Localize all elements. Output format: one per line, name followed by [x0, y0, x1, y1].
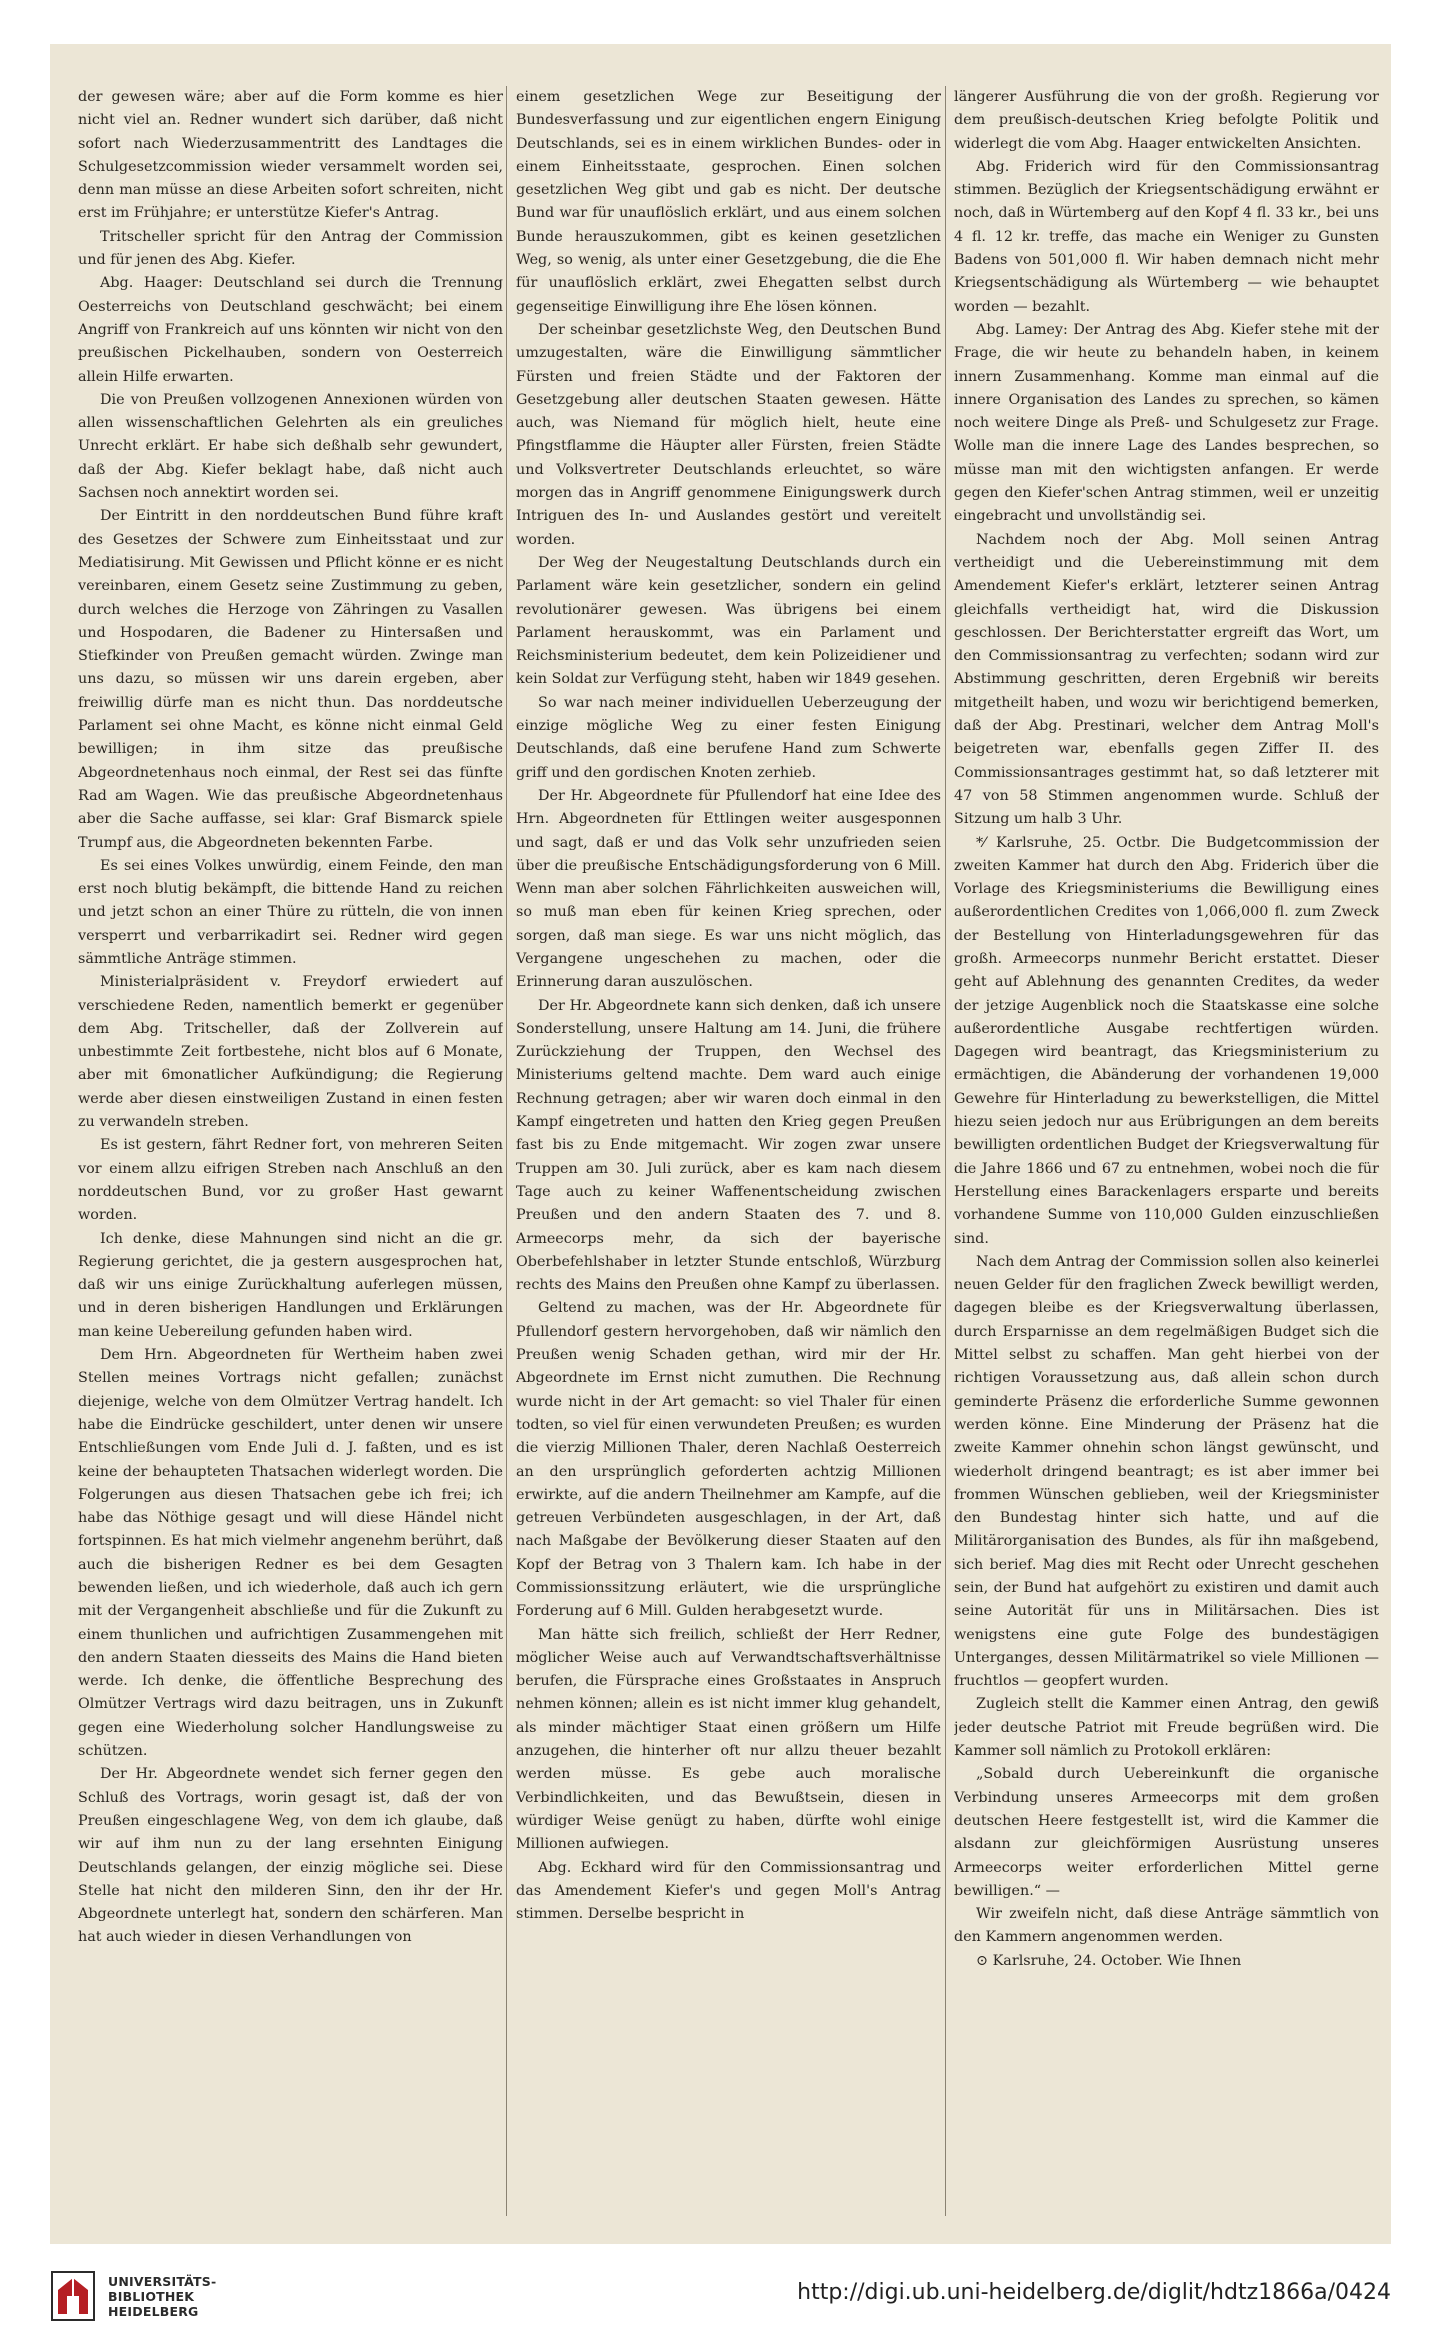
paragraph: *⁄ Karlsruhe, 25. Octbr. Die Budgetcommission der zweiten Kammer hat durch den Abg. Friderich über die Vorlage des Kriegsministeriums die Bewilligung eines außerordentlichen Credites von 1,066,000 fl. zum Zweck der Bestellung von Hinterladungsgewehren für das großh. Armeecorps nunmehr Bericht erstattet. Dieser geht auf Ablehnung des genannten Credites, da weder der jetzige Augenblick noch die Staatskasse eine solche außerordentliche Ausgabe rechtfertigen würden. Dagegen wird beantragt, das Kriegsministerium zu ermächtigen, die Abänderung der vorhandenen 19,000 Gewehre für Hinterladung zu bewerkstelligen, die Mittel hiezu seien jedoch nur aus Erübrigungen an dem bereits bewilligten ordentlichen Budget der Kriegsverwaltung für die Jahre 1866 und 67 zu entnehmen, wobei noch die für Herstellung eines Barackenlagers ersparte und bereits vorhandene Summe von 110,000 Gulden einzuschließen sind.: [954, 834, 1379, 1247]
text-column-3: [954, 86, 1379, 2216]
paragraph: Wir zweifeln nicht, daß diese Anträge sämmtlich von den Kammern angenommen werden.: [954, 1906, 1379, 1946]
library-name-line: BIBLIOTHEK: [108, 2288, 195, 2304]
source-url[interactable]: http://digi.ub.uni-heidelberg.de/diglit/hdtz1866a/0424: [797, 2280, 1391, 2305]
paragraph: Geltend zu machen, was der Hr. Abgeordnete für Pfullendorf gestern hervorgehoben, daß wir nämlich den Preußen wenig Schaden gethan, wird mir der Hr. Abgeordnete im Ernst nicht zumuthen. Die Rechnung wurde nicht in der Art gemacht: so viel Thaler für einen todten, so viel für einen verwundeten Preußen; es wurden die vierzig Millionen Thaler, deren Nachlaß Oesterreich an den ursprünglich geforderten achtzig Millionen erwirkte, auf die andern Theilnehmer am Kampfe, auf die getreuen Verbündeten ausgeschlagen, in der Art, daß nach Maßgabe der Bevölkerung dieser Staaten auf den Kopf der Betrag von 3 Thalern kam. Ich habe in der Commissionssitzung erläutert, wie die ursprüngliche Forderung auf 6 Mill. Gulden herabgesetzt wurde.: [516, 1300, 941, 1620]
text-column-1: [78, 86, 503, 2216]
library-name-line: UNIVERSITÄTS-: [108, 2273, 217, 2289]
paragraph: Die von Preußen vollzogenen Annexionen würden von allen wissenschaftlichen Gelehrten als ein greuliches Unrecht erklärt. Er habe sich deßhalb sehr gewundert, daß der Abg. Kiefer beklagt habe, daß nicht auch Sachsen noch annektirt worden sei.: [78, 391, 503, 502]
paragraph: Abg. Lamey: Der Antrag des Abg. Kiefer stehe mit der Frage, die wir heute zu behandeln haben, in keinem innern Zusammenhang. Komme man einmal auf die innere Organisation des Landes zu sprechen, so kämen noch weitere Dinge als Preß- und Schulgesetz zur Frage. Wolle man die innere Lage des Landes besprechen, so müsse man mit den wichtigsten anfangen. Er werde gegen den Kiefer'schen Antrag stimmen, weil er unzeitig eingebracht und unvollständig sei.: [954, 321, 1379, 525]
paragraph: Man hätte sich freilich, schließt der Herr Redner, möglicher Weise auch auf Verwandtschaftsverhältnisse berufen, die Fürsprache eines Großstaates in Anspruch nehmen können; allein es ist nicht immer klug gehandelt, als minder mächtiger Staat einen größern um Hilfe anzugehen, die hinterher oft nur allzu theuer bezahlt werden müsse. Es gebe auch moralische Verbindlichkeiten, und das Bewußtsein, diesen in würdiger Weise genügt zu haben, dürfte wohl einige Millionen aufwiegen.: [516, 1626, 941, 1853]
paragraph: Der Eintritt in den norddeutschen Bund führe kraft des Gesetzes der Schwere zum Einheitsstaat und zur Mediatisirung. Mit Gewissen und Pflicht könne er es nicht vereinbaren, einem Gesetz seine Zustimmung zu geben, durch welches die Herzoge von Zähringen zu Vasallen und Hospodaren, die Badener zu Hintersaßen und Stiefkinder von Preußen gemacht würden. Zwinge man uns dazu, so müssen wir uns darein ergeben, aber freiwillig dürfe man es nicht thun. Das norddeutsche Parlament sei ohne Macht, es könne nicht einmal Geld bewilligen; in ihm sitze das preußische Abgeordnetenhaus noch einmal, der Rest sei das fünfte Rad am Wagen. Wie das preußische Abgeordnetenhaus aber die Sache auffasse, sei klar: Graf Bismarck spiele Trumpf aus, die Abgeordneten bekennten Farbe.: [78, 508, 503, 851]
paragraph: einem gesetzlichen Wege zur Beseitigung der Bundesverfassung und zur eigentlichen engern Einigung Deutschlands, sei es in einem wirklichen Bundes- oder in einem Einheitsstaate, gesprochen. Einen solchen gesetzlichen Weg gibt und gab es nicht. Der deutsche Bund war für unauflöslich erklärt, und aus einem solchen Bunde herauszukommen, gibt es keinen gesetzlichen Weg, so wenig, als unter einer Gesetzgebung, die die Ehe für unauflöslich erklärt, zwei Ehegatten selbst durch gegenseitige Einwilligung ihre Ehe lösen können.: [516, 89, 941, 315]
paragraph: Abg. Eckhard wird für den Commissionsantrag und das Amendement Kiefer's und gegen Moll's Antrag stimmen. Derselbe bespricht in: [516, 1859, 941, 1923]
column-divider: [506, 86, 507, 2216]
university-seal-icon: [50, 2270, 96, 2322]
paragraph: Nach dem Antrag der Commission sollen also keinerlei neuen Gelder für den fraglichen Zweck bewilligt werden, dagegen bleibe es der Kriegsverwaltung überlassen, durch Ersparnisse an dem regelmäßigen Budget sich die Mittel selbst zu schaffen. Man geht hierbei von der richtigen Voraussetzung aus, daß allein schon durch geminderte Präsenz die erforderliche Summe gewonnen werden könne. Eine Minderung der Präsenz hat die zweite Kammer ohnehin schon längst gewünscht, und wiederholt dringend beantragt; es ist aber immer bei frommen Wünschen geblieben, weil der Kriegsminister den Bundestag hinter sich hatte, und auf die Militärorganisation des Bundes, als für ihn maßgebend, sich berief. Mag dies mit Recht oder Unrecht geschehen sein, der Bund hat aufgehört zu existiren und damit auch seine Autorität für uns in Militärsachen. Dies ist wenigstens eine gute Folge des bundestägigen Unterganges, dessen Militärmatrikel so viele Millionen — fruchtlos — geopfert wurden.: [954, 1253, 1379, 1690]
newspaper-page: [50, 44, 1391, 2244]
paragraph: der gewesen wäre; aber auf die Form komme es hier nicht viel an. Redner wundert sich darüber, daß nicht sofort nach Wiederzusammentritt des Landtages die Schulgesetzcommission wieder versammelt worden sei, denn man müsse an diese Arbeiten sofort schreiten, nicht erst im Frühjahre; er unterstütze Kiefer's Antrag.: [78, 89, 503, 222]
paragraph: Der Weg der Neugestaltung Deutschlands durch ein Parlament wäre kein gesetzlicher, sondern ein gelind revolutionärer gewesen. Was übrigens bei einem Parlament herauskommt, was ein Parlament und Reichsministerium bedeutet, dem kein Polizeidiener und kein Soldat zur Verfügung steht, haben wir 1849 gesehen.: [516, 554, 941, 688]
paragraph: Ministerialpräsident v. Freydorf erwiedert auf verschiedene Reden, namentlich bemerkt er gegenüber dem Abg. Tritscheller, daß der Zollverein auf unbestimmte Zeit fortbestehe, nicht blos auf 6 Monate, aber mit 6monatlicher Aufkündigung; die Regierung werde aber diesen einstweiligen Zustand in einen festen zu verwandeln streben.: [78, 974, 503, 1131]
paragraph: Der scheinbar gesetzlichste Weg, den Deutschen Bund umzugestalten, wäre die Einwilligung sämmtlicher Fürsten und freien Städte und der Faktoren der Gesetzgebung aller deutschen Staaten gewesen. Hätte auch, was Niemand für möglich hielt, heute eine Pfingstflamme die Häupter aller Fürsten, freien Städte und Volksvertreter Deutschlands erleuchtet, so wäre morgen das in Angriff genommene Einigungswerk durch Intriguen des In- und Auslandes gestört und vereitelt worden.: [516, 321, 941, 548]
paragraph: Dem Hrn. Abgeordneten für Wertheim haben zwei Stellen meines Vortrags nicht gefallen; zunächst diejenige, welche von dem Olmützer Vertrag handelt. Ich habe die Eindrücke geschildert, unter denen wir unsere Entschließungen vom Ende Juli d. J. faßten, und es ist keine der behaupteten Thatsachen widerlegt worden. Die Folgerungen aus diesen Thatsachen gebe ich frei; ich habe das Nöthige gesagt und will diese Händel nicht fortspinnen. Es hat mich vielmehr angenehm berührt, daß auch die bisherigen Redner es bei dem Gesagten bewenden ließen, und ich wiederhole, daß auch ich gern mit der Vergangenheit abschließe und für die Zukunft zu einem thunlichen und aufrichtigen Zusammengehen mit den andern Staaten diesseits des Mains die Hand bieten werde. Ich denke, die öffentliche Besprechung des Olmützer Vertrags wird dazu beitragen, uns in Zukunft gegen eine Wiederholung solcher Handlungsweise zu schützen.: [78, 1347, 503, 1760]
library-logo[interactable]: [50, 2270, 216, 2322]
footer-bar: [0, 2244, 1441, 2350]
paragraph: Es sei eines Volkes unwürdig, einem Feinde, den man erst noch blutig bekämpft, die bittende Hand zu reichen und jetzt schon an einer Thüre zu rütteln, die von innen versperrt und verbarrikadirt sei. Redner wird gegen sämmtliche Anträge stimmen.: [78, 857, 503, 967]
paragraph: ⊙ Karlsruhe, 24. October. Wie Ihnen: [976, 1952, 1242, 1969]
column-divider: [945, 86, 946, 2216]
paragraph: Tritscheller spricht für den Antrag der Commission und für jenen des Abg. Kiefer.: [78, 228, 503, 269]
paragraph: Abg. Friderich wird für den Commissionsantrag stimmen. Bezüglich der Kriegsentschädigung erwähnt er noch, daß in Würtemberg auf den Kopf 4 fl. 33 kr., bei uns 4 fl. 12 kr. treffe, das mache ein Weniger zu Gunsten Badens von 501,000 fl. Wir haben demnach nicht mehr Kriegsentschädigung als Würtemberg — wie behauptet worden — bezahlt.: [954, 158, 1379, 315]
text-column-2: [516, 86, 941, 2216]
library-name: [108, 2274, 216, 2319]
paragraph: Ich denke, diese Mahnungen sind nicht an die gr. Regierung gerichtet, die ja gestern ausgesprochen hat, daß wir uns einige Zurückhaltung auferlegen müssen, und in deren bisherigen Handlungen und Erklärungen man keine Uebereilung gefunden haben wird.: [78, 1230, 503, 1340]
paragraph: Zugleich stellt die Kammer einen Antrag, den gewiß jeder deutsche Patriot mit Freude begrüßen wird. Die Kammer soll nämlich zu Protokoll erklären:: [954, 1696, 1379, 1760]
paragraph: Nachdem noch der Abg. Moll seinen Antrag vertheidigt und die Uebereinstimmung mit dem Amendement Kiefer's erklärt, letzterer seinen Antrag gleichfalls vertheidigt hat, wird die Diskussion geschlossen. Der Berichterstatter ergreift das Wort, um den Commissionsantrag zu verfechten; sodann wird zur Abstimmung geschritten, deren Ergebniß wir bereits mitgetheilt haben, und wozu wir berichtigend bemerken, daß der Abg. Prestinari, welcher dem Antrag Moll's beigetreten war, ebenfalls gegen Ziffer II. des Commissionsantrages gestimmt hat, so daß letzterer mit 47 von 58 Stimmen angenommen wurde. Schluß der Sitzung um halb 3 Uhr.: [954, 531, 1379, 828]
paragraph: Der Hr. Abgeordnete kann sich denken, daß ich unsere Sonderstellung, unsere Haltung am 14. Juni, die frühere Zurückziehung der Truppen, den Wechsel des Ministeriums geltend machte. Dem ward auch einige Rechnung getragen; aber wir waren doch einmal in den Kampf eingetreten und hatten den Krieg gegen Preußen fast bis zu Ende mitgemacht. Wir zogen zwar unsere Truppen am 30. Juli zurück, aber es kam nach diesem Tage auch zu keiner Waffenentscheidung zwischen Preußen und den andern Staaten des 7. und 8. Armeecorps mehr, da sich der bayerische Oberbefehlshaber in letzter Stunde entschloß, Würzburg rechts des Mains den Preußen ohne Kampf zu überlassen.: [516, 997, 941, 1294]
paragraph: So war nach meiner individuellen Ueberzeugung der einzige mögliche Weg zu einer festen Einigung Deutschlands, daß eine berufene Hand zum Schwerte griff und den gordischen Knoten zerhieb.: [516, 694, 941, 781]
library-name-line: HEIDELBERG: [108, 2303, 199, 2319]
paragraph: Abg. Haager: Deutschland sei durch die Trennung Oesterreichs von Deutschland geschwächt; bei einem Angriff von Frankreich auf uns könnten wir nicht von den preußischen Pickelhauben, sondern von Oesterreich allein Hilfe erwarten.: [78, 275, 503, 385]
paragraph: Es ist gestern, fährt Redner fort, von mehreren Seiten vor einem allzu eifrigen Streben nach Anschluß an den norddeutschen Bund, vor zu großer Hast gewarnt worden.: [78, 1137, 503, 1224]
paragraph: Der Hr. Abgeordnete für Pfullendorf hat eine Idee des Hrn. Abgeordneten für Ettlingen weiter ausgesponnen und sagt, daß er und das Volk sehr unzufrieden seien über die preußische Entschädigungsforderung von 6 Mill. Wenn man aber solchen Fährlichkeiten ausweichen will, so muß man eben für keinen Krieg sprechen, oder sorgen, daß man siege. Es war uns nicht möglich, das Vergangene ungeschehen zu machen, oder die Erinnerung daran auszulöschen.: [516, 787, 941, 991]
paragraph: längerer Ausführung die von der großh. Regierung vor dem preußisch-deutschen Krieg befolgte Politik und widerlegt die vom Abg. Haager entwickelten Ansichten.: [954, 89, 1379, 152]
paragraph: „Sobald durch Uebereinkunft die organische Verbindung unseres Armeecorps mit dem großen deutschen Heere festgestellt ist, wird die Kammer die alsdann zur gleichförmigen Ausrüstung unseres Armeecorps weiter erforderlichen Mittel gerne bewilligen.“ —: [954, 1766, 1379, 1899]
paragraph: Der Hr. Abgeordnete wendet sich ferner gegen den Schluß des Vortrags, worin gesagt ist, daß der von Preußen eingeschlagene Weg, von dem ich glaube, daß wir auf ihm nun zu der lang ersehnten Einigung Deutschlands gelangen, der einzig mögliche sei. Diese Stelle hat nicht den milderen Sinn, den ihr der Hr. Abgeordnete unterlegt hat, sondern den schärferen. Man hat auch wieder in diesen Verhandlungen von: [78, 1766, 503, 1946]
